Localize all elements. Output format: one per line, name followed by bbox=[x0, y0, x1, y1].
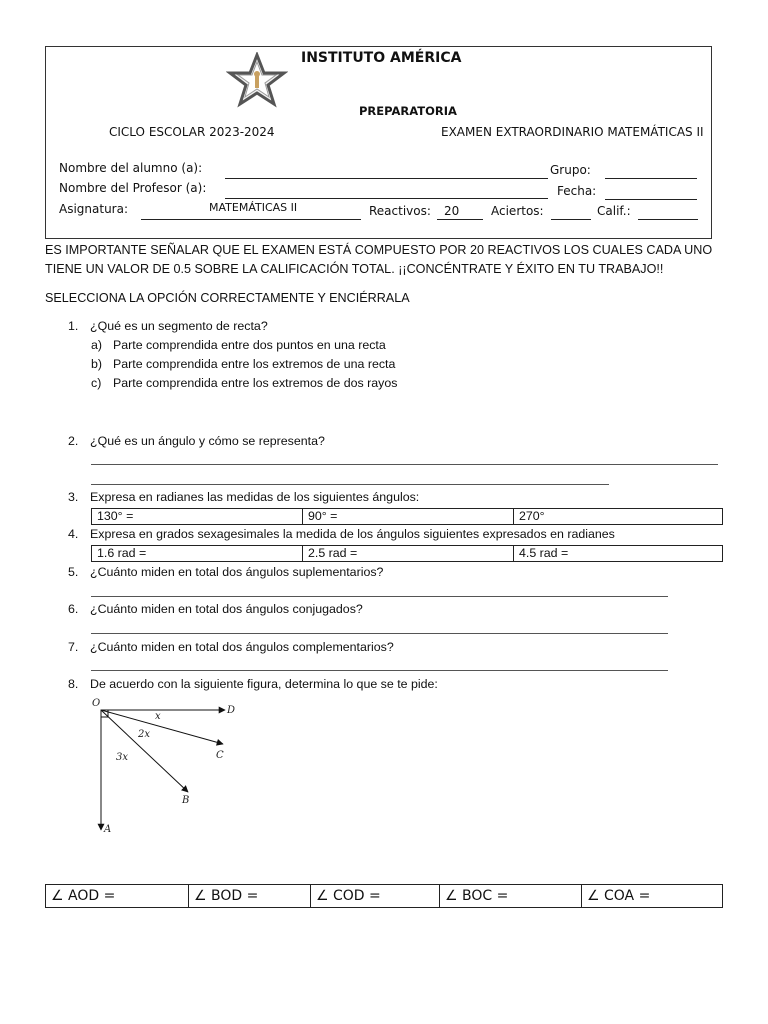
group-field[interactable] bbox=[605, 178, 697, 179]
q2-answer-line-2[interactable] bbox=[91, 484, 609, 485]
q4-table bbox=[91, 545, 723, 562]
group-label: Grupo: bbox=[550, 163, 591, 177]
label-b: B bbox=[182, 795, 190, 806]
school-star-logo bbox=[226, 52, 288, 108]
q2-text: ¿Qué es un ángulo y cómo se representa? bbox=[90, 434, 325, 448]
q4-cell-2-5[interactable]: 2.5 rad = bbox=[303, 546, 514, 562]
items-value: 20 bbox=[444, 204, 460, 218]
q1-number: 1. bbox=[68, 319, 79, 333]
date-field[interactable] bbox=[605, 199, 697, 200]
q1-option-b-letter[interactable]: b) bbox=[91, 357, 103, 371]
q7-text: ¿Cuánto miden en total dos ángulos complementarios? bbox=[90, 640, 394, 654]
q4-text: Expresa en grados sexagesimales la medida de los ángulos siguientes expresados en radianes bbox=[90, 527, 615, 541]
grade-label: Calif.: bbox=[597, 204, 631, 218]
angle-figure bbox=[85, 695, 245, 840]
q2-answer-line-1[interactable] bbox=[91, 464, 718, 465]
q4-number: 4. bbox=[68, 527, 79, 541]
answer-cod[interactable]: ∠ COD = bbox=[311, 885, 440, 908]
label-o: O bbox=[92, 698, 101, 709]
answer-bod[interactable]: ∠ BOD = bbox=[189, 885, 311, 908]
q5-answer-line[interactable] bbox=[91, 596, 668, 597]
q3-text: Expresa en radianes las medidas de los siguientes ángulos: bbox=[90, 490, 420, 504]
student-name-label: Nombre del alumno (a): bbox=[59, 161, 203, 175]
q3-cell-130[interactable]: 130° = bbox=[92, 509, 303, 525]
subject-value: MATEMÁTICAS II bbox=[209, 201, 298, 214]
q1-option-c-letter[interactable]: c) bbox=[91, 376, 102, 390]
items-label: Reactivos: bbox=[369, 204, 431, 218]
q8-number: 8. bbox=[68, 677, 79, 691]
label-c: C bbox=[216, 750, 224, 761]
q3-table bbox=[91, 508, 723, 525]
subject-field[interactable] bbox=[141, 219, 361, 220]
q5-text: ¿Cuánto miden en total dos ángulos suplementarios? bbox=[90, 565, 384, 579]
q3-cell-90[interactable]: 90° = bbox=[303, 509, 514, 525]
angles-answer-table bbox=[45, 884, 723, 908]
student-name-field[interactable] bbox=[225, 178, 548, 179]
school-cycle: CICLO ESCOLAR 2023-2024 bbox=[109, 125, 275, 139]
q4-cell-4-5[interactable]: 4.5 rad = bbox=[514, 546, 723, 562]
label-2x: 2x bbox=[138, 729, 151, 740]
q1-option-b[interactable]: Parte comprendida entre los extremos de una recta bbox=[113, 357, 396, 371]
exam-title: EXAMEN EXTRAORDINARIO MATEMÁTICAS II bbox=[441, 125, 704, 139]
answer-boc[interactable]: ∠ BOC = bbox=[440, 885, 582, 908]
instruction: SELECCIONA LA OPCIÓN CORRECTAMENTE Y ENCIÉRRALA bbox=[45, 291, 410, 305]
label-x: x bbox=[155, 711, 161, 722]
q4-cell-1-6[interactable]: 1.6 rad = bbox=[92, 546, 303, 562]
items-field[interactable] bbox=[437, 219, 483, 220]
hits-field[interactable] bbox=[551, 219, 591, 220]
q6-answer-line[interactable] bbox=[91, 633, 668, 634]
q1-option-a-letter[interactable]: a) bbox=[91, 338, 103, 352]
q2-number: 2. bbox=[68, 434, 79, 448]
intro-line-2: TIENE UN VALOR DE 0.5 SOBRE LA CALIFICACIÓN TOTAL. ¡¡CONCÉNTRATE Y ÉXITO EN TU TRABAJO!! bbox=[45, 262, 664, 276]
school-name: INSTITUTO AMÉRICA bbox=[301, 50, 462, 66]
answer-aod[interactable]: ∠ AOD = bbox=[46, 885, 189, 908]
q1-option-c[interactable]: Parte comprendida entre los extremos de dos rayos bbox=[113, 376, 398, 390]
q7-answer-line[interactable] bbox=[91, 670, 668, 671]
teacher-name-label: Nombre del Profesor (a): bbox=[59, 181, 207, 195]
q1-text: ¿Qué es un segmento de recta? bbox=[90, 319, 268, 333]
q6-number: 6. bbox=[68, 602, 79, 616]
grade-field[interactable] bbox=[638, 219, 698, 220]
date-label: Fecha: bbox=[557, 184, 597, 198]
q3-number: 3. bbox=[68, 490, 79, 504]
hits-label: Aciertos: bbox=[491, 204, 544, 218]
label-a: A bbox=[104, 824, 112, 835]
subject-label: Asignatura: bbox=[59, 202, 129, 216]
q3-cell-270[interactable]: 270° bbox=[514, 509, 723, 525]
label-3x: 3x bbox=[116, 752, 129, 763]
q1-option-a[interactable]: Parte comprendida entre dos puntos en una recta bbox=[113, 338, 386, 352]
q5-number: 5. bbox=[68, 565, 79, 579]
teacher-name-field[interactable] bbox=[225, 198, 548, 199]
label-d: D bbox=[227, 705, 236, 716]
intro-line-1: ES IMPORTANTE SEÑALAR QUE EL EXAMEN ESTÁ COMPUESTO POR 20 REACTIVOS LOS CUALES CADA UNO bbox=[45, 243, 713, 257]
school-level: PREPARATORIA bbox=[359, 104, 457, 118]
q8-text: De acuerdo con la siguiente figura, determina lo que se te pide: bbox=[90, 677, 438, 691]
answer-coa[interactable]: ∠ COA = bbox=[582, 885, 723, 908]
q7-number: 7. bbox=[68, 640, 79, 654]
q6-text: ¿Cuánto miden en total dos ángulos conjugados? bbox=[90, 602, 363, 616]
